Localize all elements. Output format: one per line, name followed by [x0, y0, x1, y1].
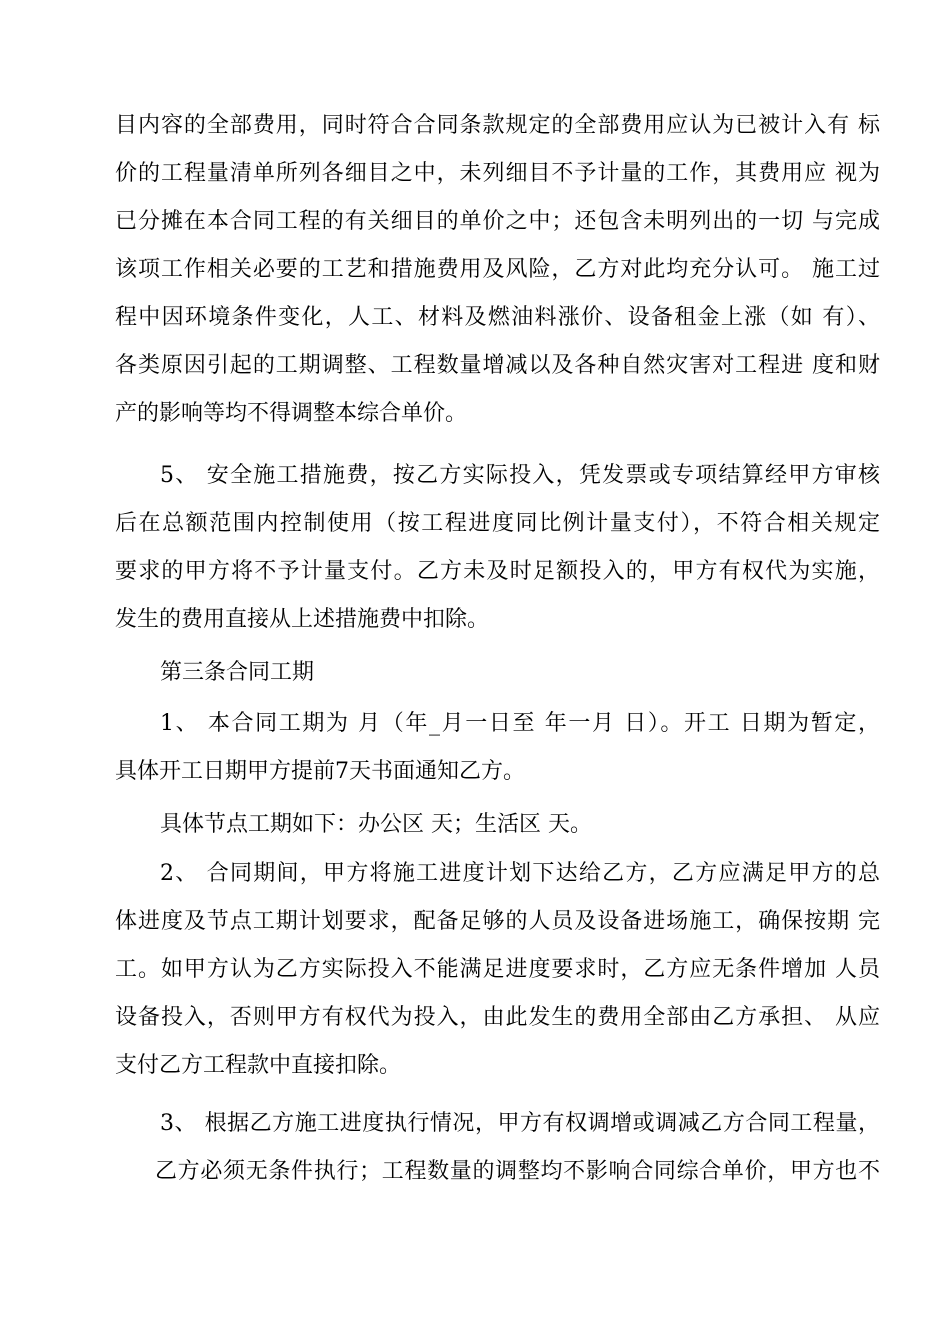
text-line: 产的影响等均不得调整本综合单价。: [115, 401, 468, 426]
paragraph-start-line: 1、 本合同工期为 月（年_月一日至 年一月 日）。开工 日期为暂定，: [160, 711, 880, 736]
paragraph-start-line: 3、 根据乙方施工进度执行情况，甲方有权调增或调减乙方合同工程量，: [160, 1111, 880, 1136]
text-line: 各类原因引起的工期调整、工程数量增减以及各种自然灾害对工程进 度和财: [115, 353, 880, 378]
text-line: 具体开工日期甲方提前7天书面通知乙方。: [115, 759, 525, 784]
text-line: 该项工作相关必要的工艺和措施费用及风险，乙方对此均充分认可。 施工过: [115, 257, 880, 282]
text-line: 目内容的全部费用，同时符合合同条款规定的全部费用应认为已被计入有 标: [115, 113, 880, 138]
text-line: 体进度及节点工期计划要求，配备足够的人员及设备进场施工，确保按期 完: [115, 909, 880, 934]
paragraph-line: 具体节点工期如下：办公区 天；生活区 天。: [160, 812, 592, 837]
paragraph-start-line: 2、 合同期间，甲方将施工进度计划下达给乙方，乙方应满足甲方的总: [160, 861, 880, 886]
text-line: 设备投入，否则甲方有权代为投入，由此发生的费用全部由乙方承担、 从应: [115, 1005, 880, 1030]
text-line: 要求的甲方将不予计量支付。乙方未及时足额投入的，甲方有权代为实施，: [115, 559, 880, 584]
text-line: 程中因环境条件变化，人工、材料及燃油料涨价、设备租金上涨（如 有）、: [115, 305, 880, 330]
text-line: 后在总额范围内控制使用（按工程进度同比例计量支付），不符合相关规定: [115, 511, 880, 536]
text-line: 发生的费用直接从上述措施费中扣除。: [115, 607, 490, 632]
text-line: 价的工程量清单所列各细目之中，未列细目不予计量的工作，其费用应 视为: [115, 161, 880, 186]
text-line: 工。如甲方认为乙方实际投入不能满足进度要求时，乙方应无条件增加 人员: [115, 957, 880, 982]
text-line: 乙方必须无条件执行；工程数量的调整均不影响合同综合单价，甲方也不: [155, 1159, 880, 1184]
section-heading: 第三条合同工期: [160, 660, 315, 685]
text-line: 已分摊在本合同工程的有关细目的单价之中；还包含未明列出的一切 与完成: [115, 209, 880, 234]
text-line: 支付乙方工程款中直接扣除。: [115, 1053, 402, 1078]
paragraph-start-line: 5、 安全施工措施费，按乙方实际投入，凭发票或专项结算经甲方审核: [160, 463, 880, 488]
